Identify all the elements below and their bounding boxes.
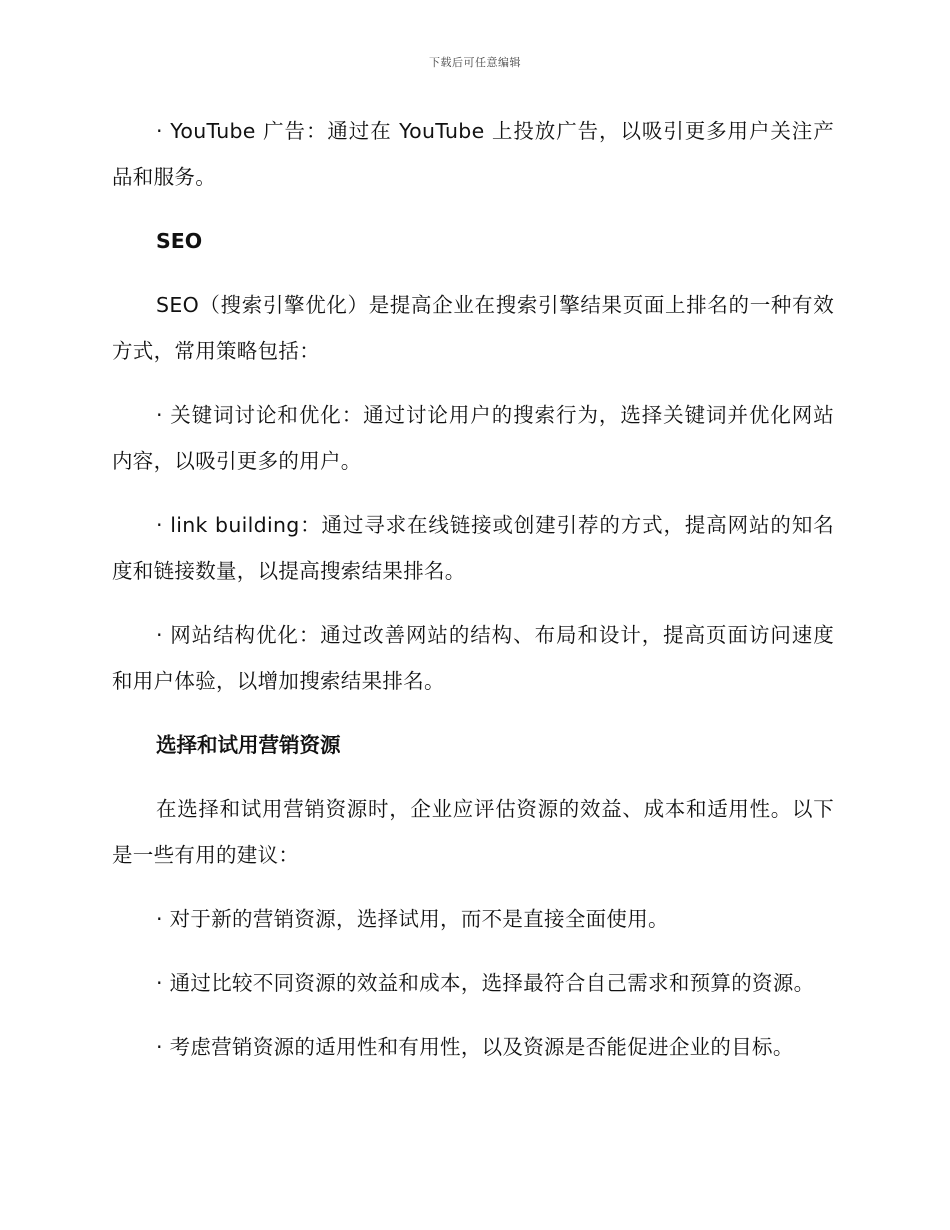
- bullet-compare-cost-benefit: · 通过比较不同资源的效益和成本，选择最符合自己需求和预算的资源。: [156, 971, 815, 995]
- bullet-trial-new-resources: · 对于新的营销资源，选择试用，而不是直接全面使用。: [156, 907, 669, 931]
- bullet-link-building: · link building：通过寻求在线链接或创建引荐的方式，提高网站的知名度和链接数量，以提高搜索结果排名。: [112, 513, 834, 583]
- section-heading-marketing-resources: 选择和试用营销资源: [156, 733, 341, 757]
- bullet-site-structure: · 网站结构优化：通过改善网站的结构、布局和设计，提高页面访问速度和用户体验，以增加搜索结果排名。: [112, 623, 834, 693]
- bullet-consider-applicability: · 考虑营销资源的适用性和有用性，以及资源是否能促进企业的目标。: [156, 1035, 794, 1059]
- page-header: 下载后可任意编辑: [429, 56, 521, 69]
- document-body: [112, 108, 834, 1088]
- section-heading-seo: SEO: [156, 229, 203, 253]
- bullet-keyword-optimization: · 关键词讨论和优化：通过讨论用户的搜索行为，选择关键词并优化网站内容，以吸引更多的用户。: [112, 403, 834, 473]
- marketing-intro-paragraph: 在选择和试用营销资源时，企业应评估资源的效益、成本和适用性。以下是一些有用的建议：: [112, 797, 834, 867]
- bullet-youtube-ads: · YouTube 广告：通过在 YouTube 上投放广告，以吸引更多用户关注产品和服务。: [112, 119, 834, 189]
- seo-intro-paragraph: SEO（搜索引擎优化）是提高企业在搜索引擎结果页面上排名的一种有效方式，常用策略包括：: [112, 293, 834, 363]
